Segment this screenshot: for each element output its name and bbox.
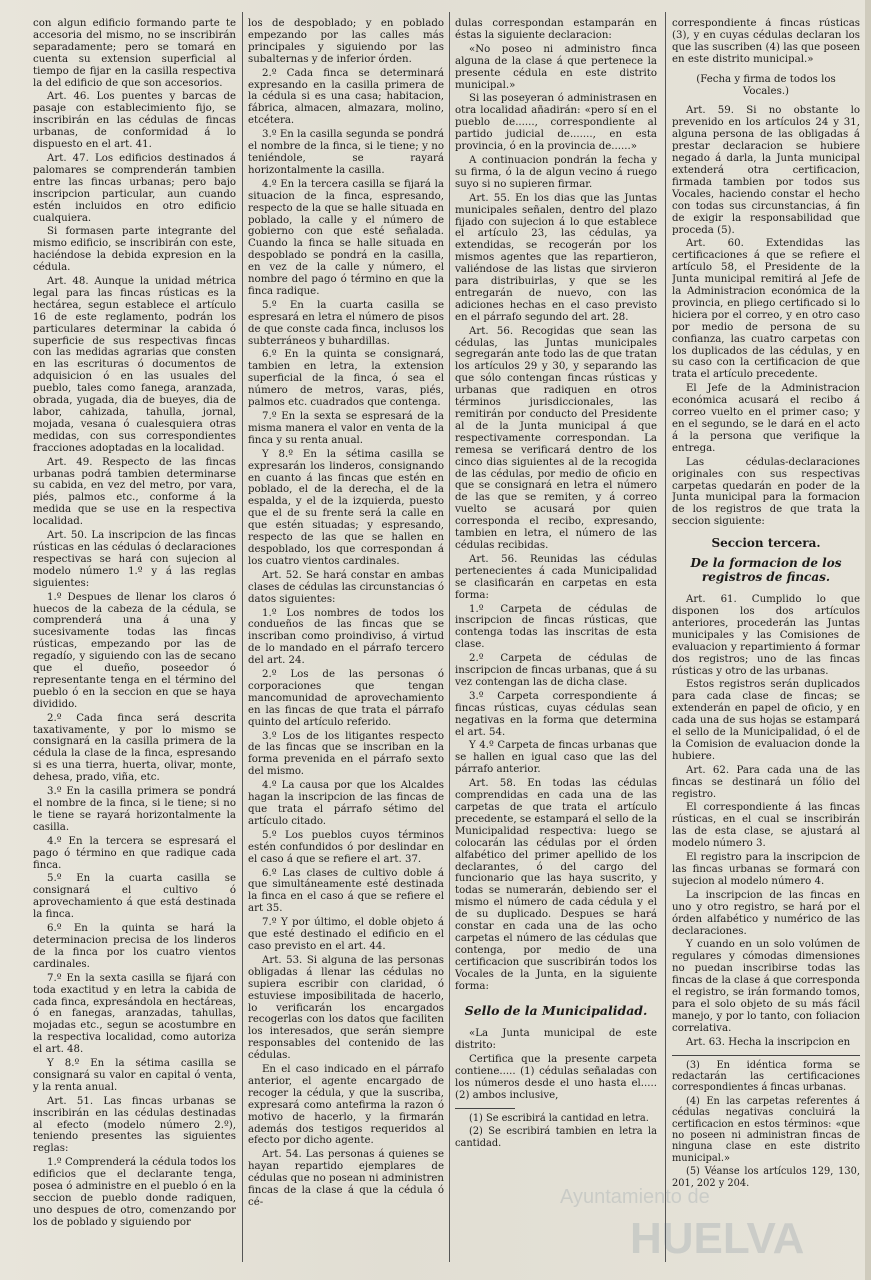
text-column-2 — [248, 18, 444, 1263]
paragraph: Si formasen parte integrante del mismo edificio, se inscribirán con este, haciéndose la debida expresion en la cédula. — [33, 226, 236, 274]
text-column-4 — [672, 18, 860, 1263]
paragraph: Y 4.º Carpeta de fincas urbanas que se hallen en igual caso que las del párrafo anterior. — [455, 740, 657, 776]
paragraph: Art. 60. Extendidas las certificaciones á que se refiere el artículo 58, el Presidente de la Junta municipal remitirá al Jefe de la Administracion económica de la provincia, en pliego certificado si lo hiciera por el correo, y en otro caso por medio de persona de su confianza, las cuatro carpetas con los duplicados de las cédulas, y en su caso con la certificacion de que trata el artículo precedente. — [672, 238, 860, 381]
paragraph: los de despoblado; y en poblado empezando por las calles más principales y siguiendo por las subalternas y de inferior órden. — [248, 18, 444, 65]
paragraph: Art. 61. Cumplido lo que disponen los dos artículos anteriores, procederán las Juntas municipales y las Comisiones de evaluacion y repartimiento á formar dos registros; uno de las fincas rústicas y otro de las urbanas. — [672, 594, 860, 677]
paragraph: Art. 63. Hecha la inscripcion en — [686, 1036, 851, 1048]
paragraph: La inscripcion de las fincas en uno y otro registro, se hará por el órden alfabético y numérico de las declaraciones. — [672, 889, 860, 937]
footnote: (1) Se escribirá la cantidad en letra. — [469, 1112, 649, 1124]
section-subheading: De la formacion de los registros de fincas. — [690, 556, 842, 585]
section-heading: Seccion tercera. — [711, 536, 821, 551]
footnote: (4) En las carpetas referentes á cédulas negativas concluirá la certificacion en estos términos: «que no poseen ni administran fincas de ninguna clase en este distrito municipal.» — [672, 1095, 860, 1164]
paragraph: 1.º Carpeta de cédulas de inscripcion de fincas rústicas, que contenga todas las inscritas de esta clase. — [455, 603, 657, 651]
paragraph: 3.º Los de los litigantes respecto de las fincas que se inscriban en la forma prevenida en el párrafo sexto del mismo. — [248, 730, 444, 778]
paragraph: 5.º En la cuarta casilla se espresará en letra el número de pisos de que conste cada finca, inclusos los subterráneos y buhardillas. — [248, 299, 444, 347]
paragraph: Art. 46. Los puentes y barcas de pasaje con establecimiento fijo, se inscribirán en las cédulas de fincas urbanas, de conformidad á lo dispuesto en el art. 41. — [33, 91, 236, 151]
paragraph: 7.º En la sexta se espresará de la misma manera el valor en venta de la finca y su renta anual. — [248, 411, 444, 446]
footnote: (2) Se escribirá tambien en letra la cantidad. — [455, 1126, 657, 1149]
paragraph: 3.º En la casilla primera se pondrá el nombre de la finca, si le tiene; si no le tiene se rayará horizontalmente la casilla. — [33, 786, 236, 833]
watermark-text: Ayuntamiento de — [560, 1186, 710, 1208]
footnote-divider — [672, 1055, 860, 1056]
watermark-text: HUELVA — [630, 1214, 805, 1263]
paragraph: Art. 55. En los dias que las Juntas municipales señalen, dentro del plazo fijado con sujecion á lo que establece el artículo 23, las cédulas, ya extendidas, se recogerán por los mismos agentes que las repartieron, valiéndose de las listas que sirvieron para distribuirlas, y que se les entregarán de nuevo, con las adiciones hechas en el caso previsto en el párrafo segundo del art. 28. — [455, 192, 657, 323]
paragraph: Art. 48. Aunque la unidad métrica legal para las fincas rústicas es la hectárea, segun establece el artículo 16 de este reglamento, podrán los particulares determinar la cabida ó superficie de sus respectivas fincas con las medidas agrarias que consten en las escrituras ó documentos de adquisicion ó en las usuales del pueblo, tales como fanega, aranzada, obrada, yugada, dia de bueyes, dia de labor, cahizada, tahulla, jornal, mojada, vesana ó cualesquiera otras medidas, con sus correspondientes fracciones adoptadas en la localidad. — [33, 276, 236, 454]
paragraph: En el caso indicado en el párrafo anterior, el agente encargado de recoger la cédula, y que la suscriba, expresará como antefirma la razon ó motivo de hacerlo, y la firmarán además dos testigos requeridos al efecto por dicho agente. — [248, 1064, 444, 1147]
paragraph: Art. 51. Las fincas urbanas se inscribirán en las cédulas destinadas al efecto (modelo número 2.º), teniendo presentes las siguientes reglas: — [33, 1095, 236, 1155]
paragraph: 5.º En la cuarta casilla se consignará el cultivo ó aprovechamiento á que está destinada la finca. — [33, 873, 236, 921]
paragraph: Art. 47. Los edificios destinados á palomares se comprenderán tambien entre las fincas urbanas; pero bajo inscripcion particular, aun cuando estén incluidos en otro edificio cualquiera. — [33, 152, 236, 224]
paragraph: Estos registros serán duplicados para cada clase de fincas; se extenderán en papel de oficio, y en cada una de sus hojas se estampará el sello de la Municipalidad, ó el de la Comision de evaluacion donde la hubiere. — [672, 679, 860, 762]
column-rule — [242, 12, 243, 1262]
paragraph: 3.º Carpeta correspondiente á fincas rústicas, cuyas cédulas sean negativas en la forma que determina el art. 54. — [455, 690, 657, 738]
paragraph: «No poseo ni administro finca alguna de la clase á que pertenece la presente cédula en este distrito municipal.» — [455, 43, 657, 91]
paragraph: El Jefe de la Administracion económica acusará el recibo á correo vuelto en el primer caso; y en el segundo, se le dará en el acto á la persona que verifique la entrega. — [672, 383, 860, 454]
paragraph: 7.º Y por último, el doble objeto á que esté destinado el edificio en el caso previsto en el art. 44. — [248, 917, 444, 952]
seal-heading: Sello de la Municipalidad. — [464, 1002, 648, 1018]
paragraph: Las cédulas-declaraciones originales con sus respectivas carpetas quedarán en poder de la Junta municipal para la formacion de los registros de que trata la seccion siguiente: — [672, 456, 860, 528]
paragraph: 1.º Comprenderá la cédula todos los edificios que el declarante tenga, posea ó administre en el pueblo ó en la seccion de pueblo donde radiquen, uno despues de otro, comenzando por los de poblado y siguiendo por — [33, 1157, 236, 1228]
paragraph: Art. 56. Reunidas las cédulas pertenecientes á cada Municipalidad se clasificarán en carpetas en esta forma: — [455, 553, 657, 601]
paragraph: Art. 49. Respecto de las fincas urbanas podrá tambien determinarse su cabida, en vez del metro, por vara, piés, palmos etc., conforme á la medida que se use en la respectiva localidad. — [33, 456, 236, 528]
paragraph: Art. 62. Para cada una de las fincas se destinará un fólio del registro. — [672, 764, 860, 800]
paragraph: 2.º Carpeta de cédulas de inscripcion de fincas urbanas, que á su vez contengan las de dicha clase. — [455, 653, 657, 688]
paragraph: A continuacion pondrán la fecha y su firma, ó la de algun vecino á ruego suyo si no supieren firmar. — [455, 154, 657, 190]
paragraph: 6.º En la quinta se consignará, tambien en letra, la extension superficial de la finca, ó sea el número de metros, varas, piés, palmos etc. cuadrados que contenga. — [248, 349, 444, 409]
paragraph: «La Junta municipal de este distrito: — [455, 1028, 657, 1052]
paragraph: 2.º Cada finca será descrita taxativamente, y por lo mismo se consignará en la casilla primera de la cédula la clase de la finca, espresando si es una tierra, huerta, olivar, monte, dehesa, prado, viña, etc. — [33, 712, 236, 784]
column-rule — [665, 12, 666, 1262]
paragraph: Si las poseyeran ó administrasen en otra localidad añadirán: «pero sí en el pueblo de......, correspondiente al partido judicial de......., en esta provincia, ó en la provincia de......» — [455, 93, 657, 153]
paragraph: Art. 50. La inscripcion de las fincas rústicas en las cédulas ó declaraciones respectivas se hará con sujecion al modelo número 1.º y á las reglas siguientes: — [33, 530, 236, 589]
paragraph: Art. 58. En todas las cédulas comprendidas en cada una de las carpetas de que trata el artículo precedente, se estampará el sello de la Municipalidad respectiva: luego se colocarán las cédulas por el órden alfabético del primer apellido de los declarantes, ó del cargo del funcionario que las haya suscrito, y todas se numerarán, debiendo ser el mismo el número de cada cédula y el de su duplicado. Despues se hará constar en cada una de las ocho carpetas el número de las cédulas que contenga, por medio de una certificacion que suscribirán todos los Vocales de la Junta, en la siguiente forma: — [455, 778, 657, 992]
page-edge — [865, 0, 871, 1280]
paragraph: 4.º En la tercera casilla se fijará la situacion de la finca, espresando, respecto de la que se halle situada en poblado, la calle y el número de gobierno con que esté señalada. Cuando la finca se halle situada en despoblado se pondrá en la casilla, en vez de la calle y número, el nombre del pago ó término en que la finca radique. — [248, 178, 444, 297]
paragraph: Y 8.º En la sétima casilla se expresarán los linderos, consignando en cuanto á las fincas que estén en poblado, el de la derecha, el de la espalda, y el de la izquierda, puesto que el de su frente será la calle en que estén situadas; y espresando, respecto de las que se hallen en despoblado, los que correspondan á los cuatro vientos cardinales. — [248, 448, 444, 567]
paragraph: 4.º En la tercera se espresará el pago ó término en que radique cada finca. — [33, 835, 236, 871]
paragraph: 6.º En la quinta se hará la determinacion precisa de los linderos de la finca por los cuatro vientos cardinales. — [33, 923, 236, 970]
paragraph: Certifica que la presente carpeta contiene..... (1) cédulas señaladas con los números desde el uno hasta el..... (2) ambos inclusive, — [455, 1054, 657, 1101]
paragraph: Y cuando en un solo volúmen de regulares y cómodas dimensiones no puedan inscribirse todas las fincas de la clase á que corresponda el registro, se irán formando tomos, para el solo objeto de su más fácil manejo, y por lo tanto, con foliacion correlativa. — [672, 939, 860, 1034]
paragraph: 2.º Cada finca se determinará expresando en la casilla primera de la cédula si es una casa; habitacion, fábrica, almacen, almazara, molino, etcétera. — [248, 67, 444, 127]
paragraph: correspondiente á fincas rústicas (3), y en cuyas cédulas declaran los que las suscriben (4) las que poseen en este distrito municipal.» — [672, 18, 860, 65]
paragraph: Y 8.º En la sétima casilla se consignará su valor en capital ó venta, y la renta anual. — [33, 1058, 236, 1093]
paragraph: El correspondiente á las fincas rústicas, en el cual se inscribirán las de esta clase, se ajustará al modelo número 3. — [672, 802, 860, 850]
text-column-3 — [455, 18, 657, 1263]
paragraph: 6.º Las clases de cultivo doble á que simultáneamente esté destinada la finca en el caso á que se refiere el art 35. — [248, 867, 444, 915]
paragraph: 3.º En la casilla segunda se pondrá el nombre de la finca, si le tiene; y no teniéndole, se rayará horizontalmente la casilla. — [248, 129, 444, 176]
archive-watermark — [520, 1175, 820, 1265]
paragraph: El registro para la inscripcion de las fincas urbanas se formará con sujecion al modelo número 4. — [672, 852, 860, 887]
paragraph: Art. 59. Si no obstante lo prevenido en los artículos 24 y 31, alguna persona de las obligadas á prestar declaracion se hubiere negado á darla, la Junta municipal extenderá otra certificacion, firmada tambien por todos sus Vocales, haciendo constar el hecho con todas sus circunstancias, á fin de exigir la responsabilidad que proceda (5). — [672, 105, 860, 236]
paragraph: Art. 52. Se hará constar en ambas clases de cédulas las circunstancias ó datos siguientes: — [248, 569, 444, 605]
paragraph: 5.º Los pueblos cuyos términos estén confundidos ó por deslindar en el caso á que se refiere el art. 37. — [248, 829, 444, 865]
column-rule — [449, 12, 450, 1262]
paragraph: Art. 53. Si alguna de las personas obligadas á llenar las cédulas no supiera escribir con claridad, ó estuviese imposibilitada de hacerlo, lo verificarán los encargados recogerlas con los datos que faciliten los interesados, que serán siempre responsables del contenido de las cédulas. — [248, 954, 444, 1062]
paragraph: 7.º En la sexta casilla se fijará con toda exactitud y en letra la cabida de cada finca, expresándola en hectáreas, ó en fanegas, aranzadas, tahullas, mojadas etc., segun se acostumbre en la respectiva localidad, como autoriza el art. 48. — [33, 972, 236, 1056]
footnote: (3) En idéntica forma se redactarán las certificaciones correspondientes á fincas urbanas. — [672, 1059, 860, 1094]
paragraph: dulas correspondan estamparán en éstas la siguiente declaracion: — [455, 18, 657, 41]
paragraph: con algun edificio formando parte te accesoria del mismo, no se inscribirán separadamente; pero se tomará en cuenta su extension superficial al tiempo de fijar en la casilla respectiva la del edificio de que son accesorios. — [33, 18, 236, 89]
paragraph: 1.º Los nombres de todos los condueños de las fincas que se inscriban como proindiviso, á virtud de lo mandado en el párrafo tercero del art. 24. — [248, 607, 444, 667]
paragraph: 4.º La causa por que los Alcaldes hagan la inscripcion de las fincas de que trata el párrafo sétimo del artículo citado. — [248, 780, 444, 827]
text-column-1 — [33, 18, 236, 1263]
paragraph: 1.º Despues de llenar los claros ó huecos de la cabeza de la cédula, se comprenderá una á una y sucesivamente todas las fincas rústicas, empezando por las de regadío, y siguiendo con las de secano que el dueño, poseedor ó representante tenga en el término del pueblo ó en la seccion en que se haya dividido. — [33, 591, 236, 710]
paragraph: Art. 56. Recogidas que sean las cédulas, las Juntas municipales segregarán ante todo las de que tratan los artículos 29 y 30, y separando las que sólo contengan fincas rústicas y urbanas que radiquen en otros términos jurisdiccionales, las remitirán por conducto del Presidente al de la Junta municipal á que respectivamente correspondan. La remesa se verificará dentro de los cinco dias siguientes al de la recogida de las cédulas, por medio de oficio en que se consignará en letra el número de las que se remiten, y á correo vuelto se acusará por quien corresponda el recibo, expresando, tambien en letra, el número de las cédulas recibidas. — [455, 325, 657, 551]
paragraph: 2.º Los de las personas ó corporaciones que tengan mancomunidad de aprovechamiento en las fincas de que trata el párrafo quinto del artículo referido. — [248, 669, 444, 728]
signature-line: (Fecha y firma de todos los Vocales.) — [696, 73, 836, 97]
footnote-divider — [455, 1108, 515, 1109]
footnote: (5) Véanse los artículos 129, 130, 201, 202 y 204. — [672, 1166, 860, 1189]
paragraph: Art. 54. Las personas á quienes se hayan repartido ejemplares de cédulas que no posean ni administren fincas de la clase á que la cédula ó cé- — [248, 1149, 444, 1208]
